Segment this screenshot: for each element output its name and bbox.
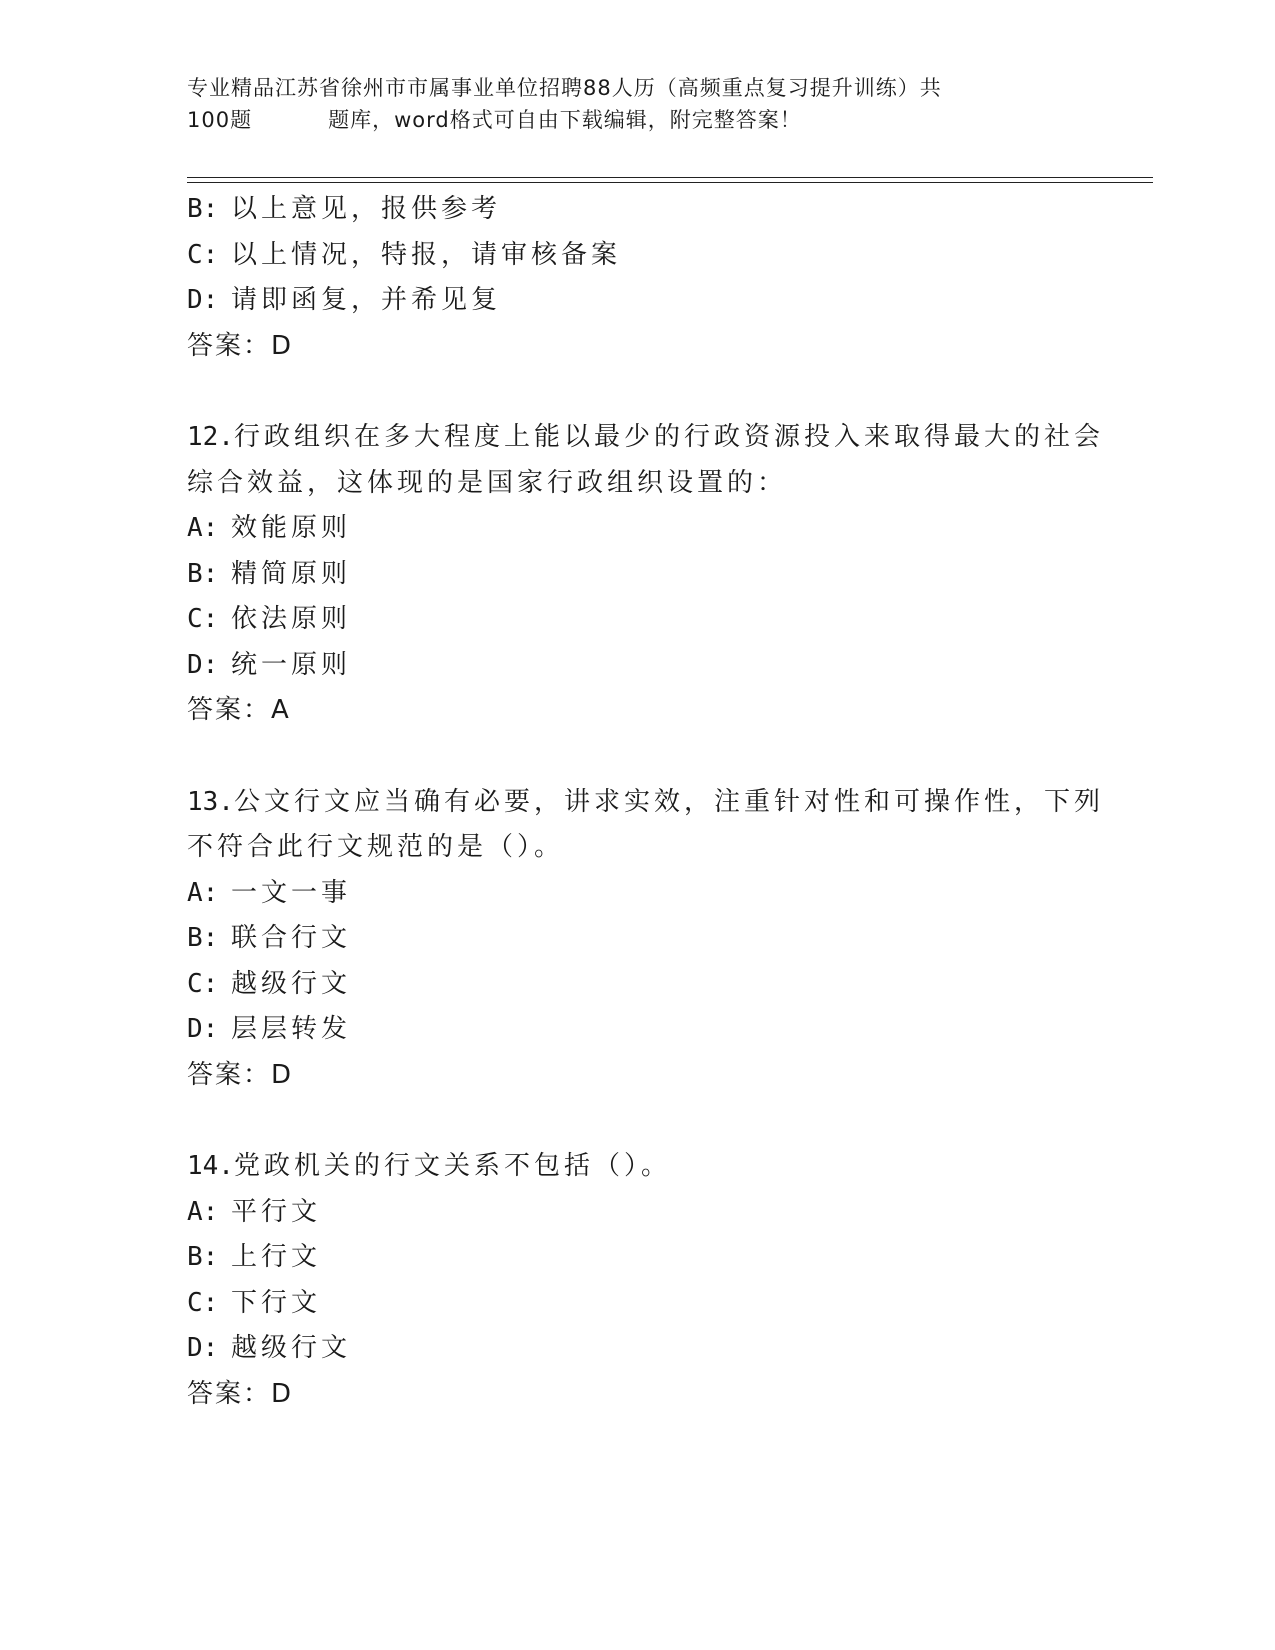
question-11-continued xyxy=(187,187,1087,369)
option-b: B: 以上意见，报供参考 xyxy=(187,194,502,224)
question-number: 12. xyxy=(187,422,234,452)
option-a: A: 平行文 xyxy=(187,1196,322,1227)
option-c: C: 越级行文 xyxy=(187,968,352,999)
question-list xyxy=(187,187,1104,1417)
document-header xyxy=(187,72,1087,136)
question-stem-continued: 综合效益，这体现的是国家行政组织设置的： xyxy=(187,467,788,498)
option-a: A: 效能原则 xyxy=(187,513,352,543)
question-stem-continued: 不符合此行文规范的是（）。 xyxy=(187,832,565,862)
option-d: D: 请即函复，并希见复 xyxy=(187,285,502,315)
option-b: B: 联合行文 xyxy=(187,923,352,953)
header-divider-bottom xyxy=(187,182,1153,183)
question-12 xyxy=(187,415,1104,734)
option-d: D: 统一原则 xyxy=(187,649,352,680)
question-number: 13. xyxy=(187,786,234,817)
header-subtitle: 题库，word格式可自由下载编辑，附完整答案！ xyxy=(328,108,802,132)
option-d: D: 越级行文 xyxy=(187,1333,352,1363)
answer-line: 答案：A xyxy=(187,695,291,725)
question-13 xyxy=(187,780,1104,1099)
question-14 xyxy=(187,1144,1087,1417)
option-b: B: 上行文 xyxy=(187,1242,322,1272)
option-d: D: 层层转发 xyxy=(187,1014,352,1044)
header-count: 100题 xyxy=(187,108,253,132)
option-a: A: 一文一事 xyxy=(187,877,352,908)
option-c: C: 以上情况，特报，请审核备案 xyxy=(187,239,622,270)
question-number: 14. xyxy=(187,1151,234,1181)
answer-line: 答案：D xyxy=(187,1378,294,1409)
question-stem: 12.行政组织在多大程度上能以最少的行政资源投入来取得最大的社会 xyxy=(187,422,1104,452)
answer-line: 答案：D xyxy=(187,330,294,361)
option-b: B: 精简原则 xyxy=(187,558,352,589)
question-stem: 13.公文行文应当确有必要，讲求实效，注重针对性和可操作性，下列 xyxy=(187,786,1104,817)
option-c: C: 下行文 xyxy=(187,1287,322,1318)
header-title-line2 xyxy=(187,104,1087,136)
header-divider-top xyxy=(187,177,1153,178)
question-stem: 14.党政机关的行文关系不包括（）。 xyxy=(187,1151,671,1181)
option-c: C: 依法原则 xyxy=(187,604,352,634)
answer-line: 答案：D xyxy=(187,1059,294,1090)
header-title-line1: 专业精品江苏省徐州市市属事业单位招聘88人历（高频重点复习提升训练）共 xyxy=(187,76,942,100)
